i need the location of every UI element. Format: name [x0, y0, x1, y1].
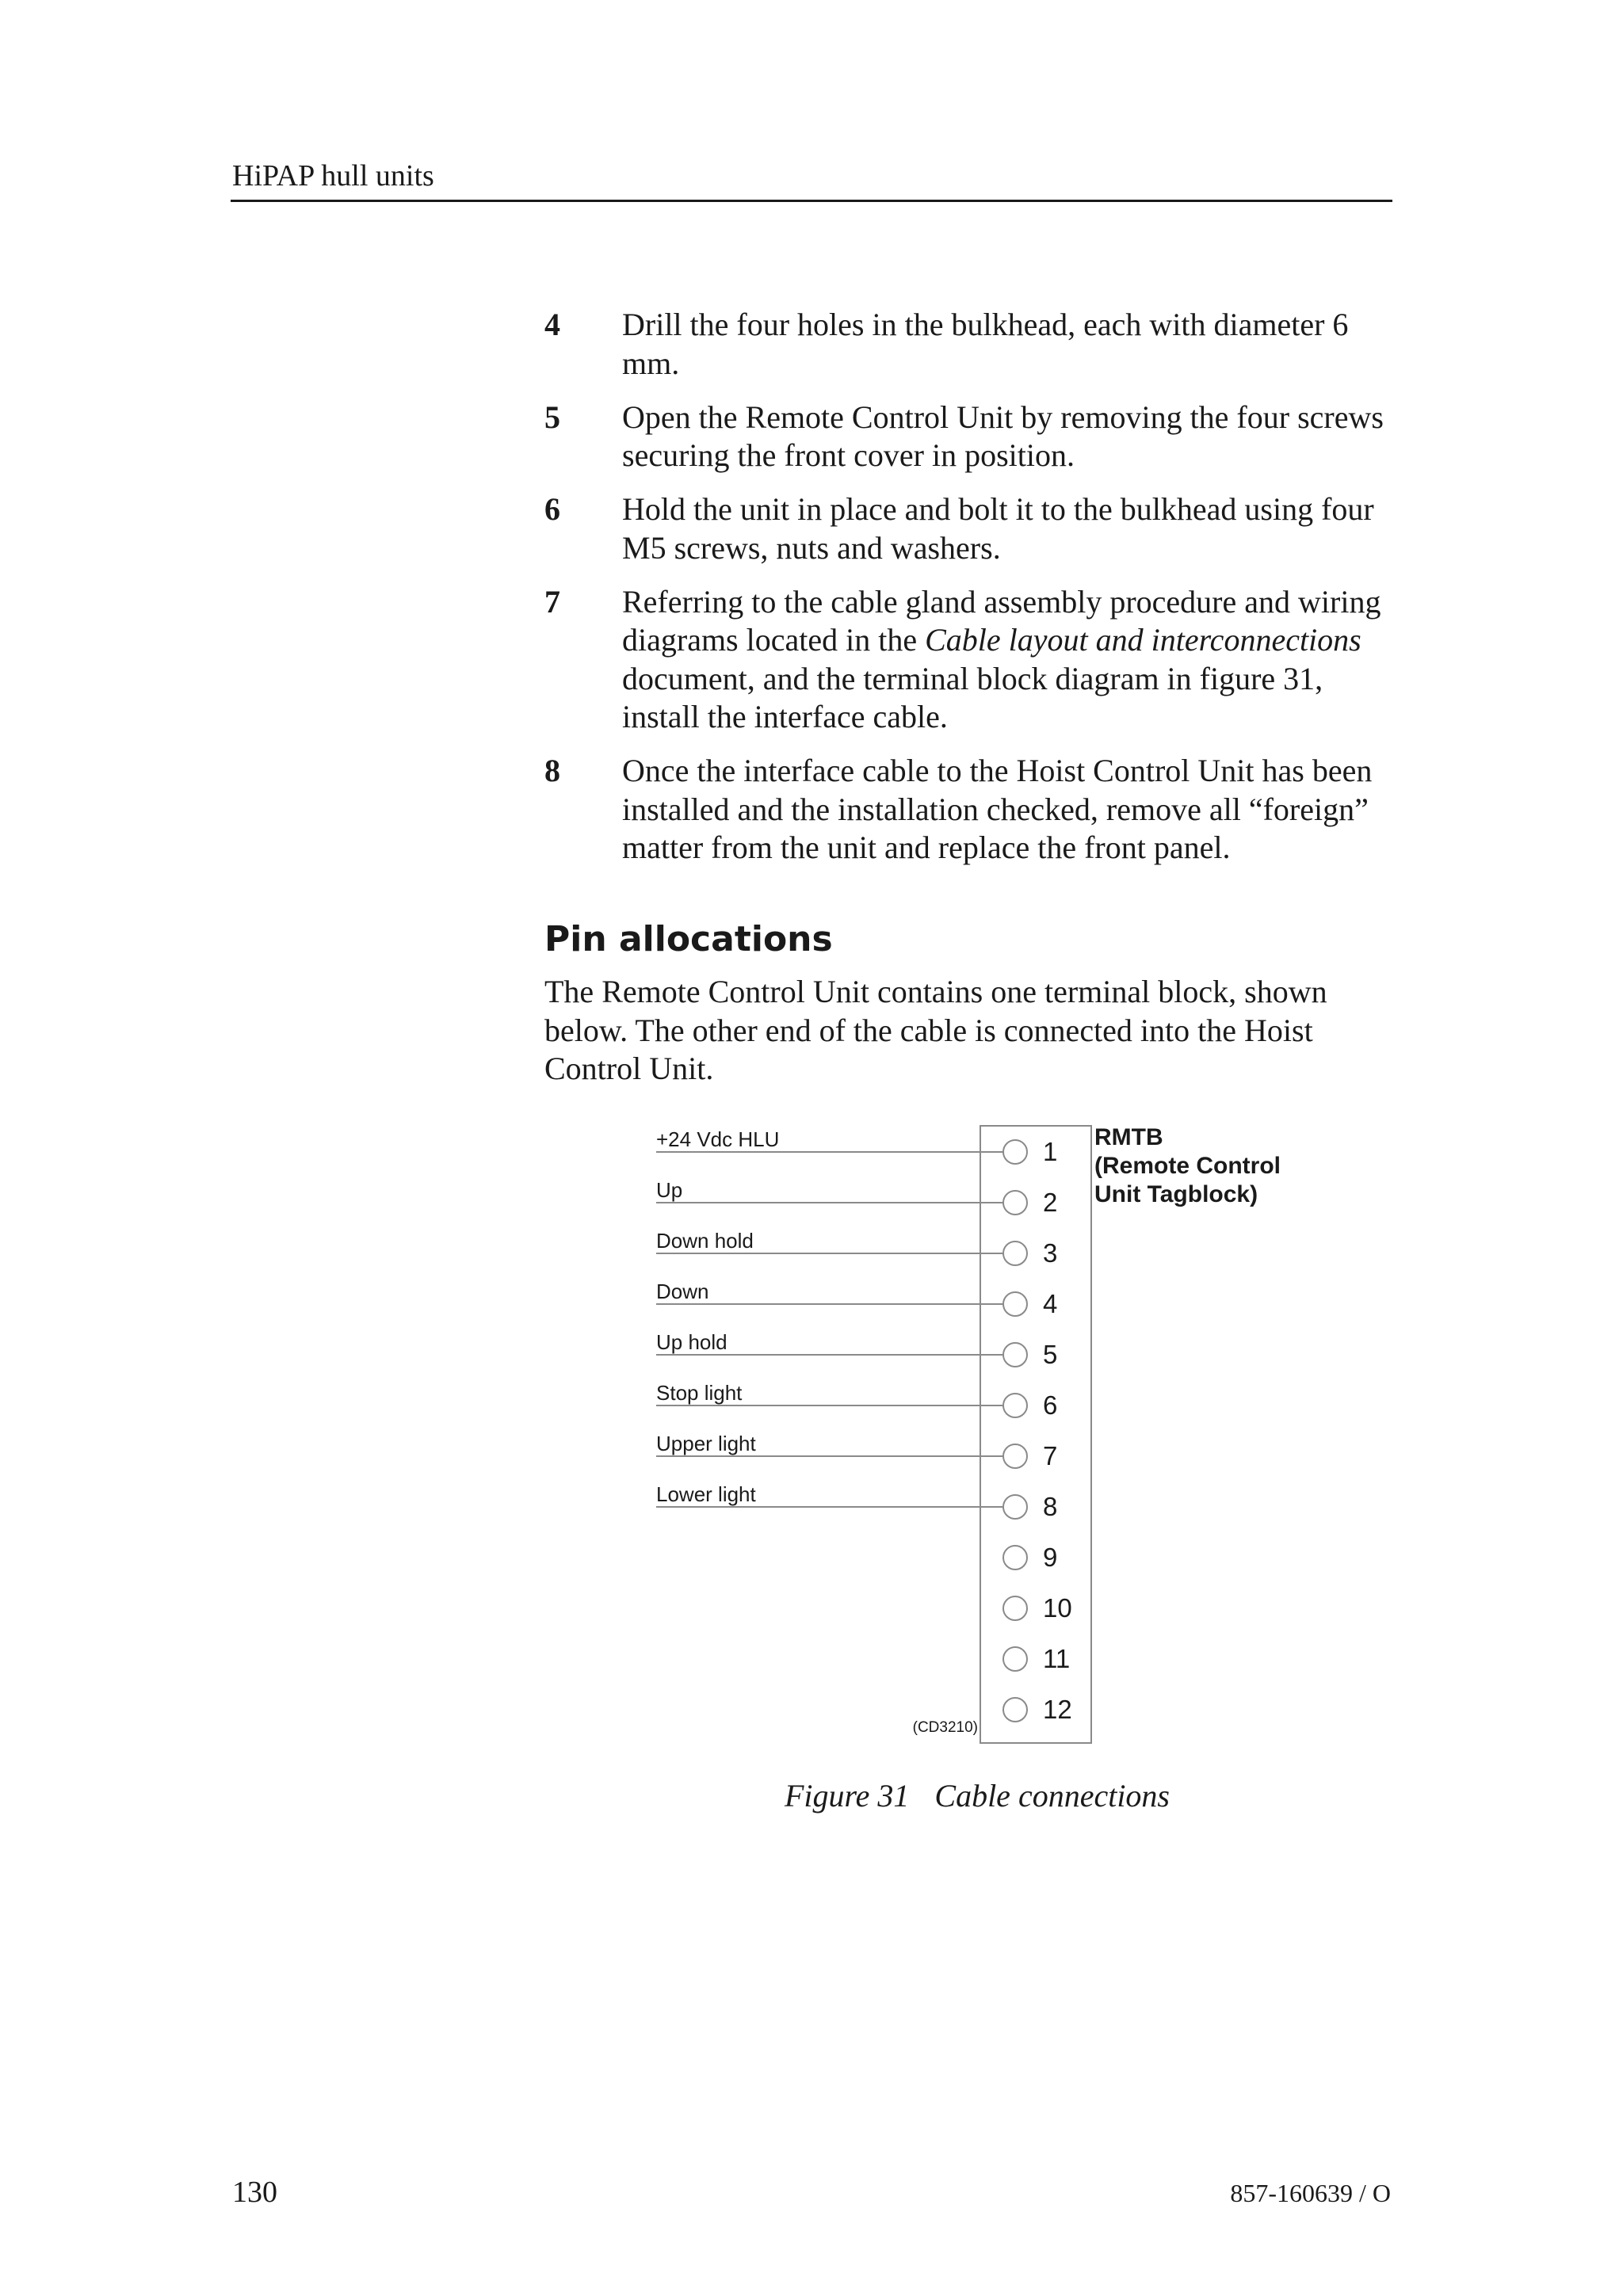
- step-item: [544, 306, 1400, 383]
- terminal-circle: [1003, 1140, 1027, 1164]
- step-text: [622, 752, 1400, 868]
- wire-label: Stop light: [656, 1381, 743, 1405]
- document-number: 857-160639 / O: [1230, 2179, 1391, 2207]
- terminal-circle: [1003, 1394, 1027, 1417]
- terminal-number: 7: [1043, 1441, 1058, 1470]
- terminal-circle: [1003, 1698, 1027, 1722]
- step-item: [544, 752, 1400, 868]
- terminal-number: 2: [1043, 1188, 1058, 1217]
- step-number: 7: [544, 583, 560, 620]
- terminal-block-outline: [980, 1126, 1091, 1743]
- figure-caption: [785, 1777, 1170, 1815]
- step-text: [622, 306, 1400, 383]
- step-item: [544, 490, 1400, 567]
- wire-label: Down hold: [656, 1229, 754, 1253]
- wire-label: Up: [656, 1178, 683, 1202]
- step-number: 5: [544, 399, 560, 435]
- step-text-run: Drill the four holes in the bulkhead, each with diameter 6 mm.: [622, 307, 1349, 381]
- wire-label: +24 Vdc HLU: [656, 1127, 780, 1151]
- terminal-circle: [1003, 1444, 1027, 1468]
- caption-title: Cable connections: [934, 1778, 1170, 1814]
- step-text: [622, 490, 1400, 567]
- terminal-circle: [1003, 1191, 1027, 1215]
- header-rule: [231, 200, 1392, 202]
- terminal-number: 10: [1043, 1593, 1072, 1623]
- running-header: HiPAP hull units: [232, 159, 434, 193]
- step-number: 6: [544, 491, 560, 527]
- step-item: [544, 583, 1400, 737]
- terminal-circle: [1003, 1546, 1027, 1569]
- step-text-run: Once the interface cable to the Hoist Control Unit has been installed and the installation checked, remove all “foreign” matter from the unit and replace the front panel.: [622, 753, 1373, 865]
- step-text-run: Referring to the cable gland assembly procedure and wiring diagrams located in the: [622, 583, 1381, 658]
- section-heading: Pin allocations: [544, 919, 833, 959]
- terminal-number: 1: [1043, 1137, 1058, 1166]
- step-number: 4: [544, 307, 560, 342]
- wire-label: Up hold: [656, 1330, 727, 1354]
- page-number: 130: [232, 2176, 277, 2209]
- wire-label: Lower light: [656, 1482, 756, 1506]
- step-text-emphasis: Cable layout and interconnections: [925, 622, 1361, 658]
- terminal-circle: [1003, 1596, 1027, 1620]
- step-text: [622, 399, 1400, 475]
- terminal-number: 3: [1043, 1238, 1058, 1268]
- wire-label: Down: [656, 1280, 709, 1303]
- step-item: [544, 399, 1400, 475]
- terminal-circle: [1003, 1292, 1027, 1316]
- step-number: 8: [544, 753, 560, 788]
- terminal-number: 9: [1043, 1543, 1058, 1572]
- step-text-run: Hold the unit in place and bolt it to the bulkhead using four M5 screws, nuts and washers.: [622, 491, 1374, 566]
- terminal-number: 8: [1043, 1492, 1058, 1521]
- terminal-number: 6: [1043, 1390, 1058, 1420]
- procedure-steps: [544, 306, 1400, 883]
- block-title-line: (Remote Control: [1094, 1153, 1281, 1179]
- terminal-circle: [1003, 1241, 1027, 1265]
- wire-label: Upper light: [656, 1432, 756, 1455]
- terminal-number: 4: [1043, 1289, 1058, 1318]
- step-text-run: document, and the terminal block diagram in figure 31, install the interface cable.: [622, 660, 1323, 734]
- terminal-circle: [1003, 1343, 1027, 1367]
- drawing-code: (CD3210): [912, 1719, 978, 1736]
- step-text: [622, 583, 1400, 737]
- block-title-line: RMTB: [1094, 1124, 1163, 1150]
- step-text-run: Open the Remote Control Unit by removing the four screws securing the front cover in position.: [622, 399, 1384, 473]
- terminal-number: 5: [1043, 1340, 1058, 1369]
- terminal-circle: [1003, 1495, 1027, 1519]
- terminal-circle: [1003, 1647, 1027, 1671]
- terminal-number: 11: [1043, 1644, 1071, 1673]
- terminal-number: 12: [1043, 1695, 1072, 1724]
- block-title-line: Unit Tagblock): [1094, 1181, 1258, 1207]
- section-paragraph: The Remote Control Unit contains one terminal block, shown below. The other end of the cable is connected into the Hoist Control Unit.: [544, 974, 1327, 1086]
- caption-number: Figure 31: [785, 1778, 910, 1814]
